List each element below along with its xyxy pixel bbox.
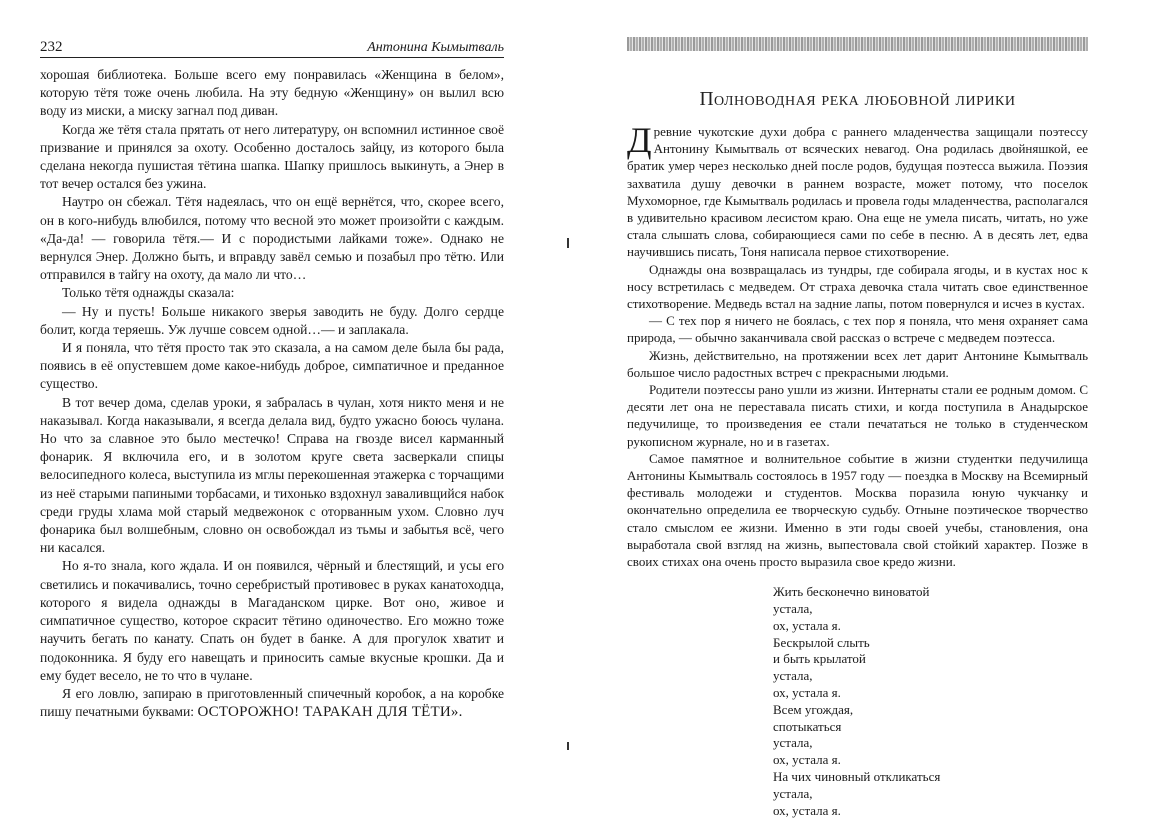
opening-paragraph	[627, 120, 1088, 261]
drop-cap: Д	[627, 120, 652, 160]
paragraph: В тот вечер дома, сделав уроки, я забралась в чулан, хотя никто меня и не наказывал. Когда наказывали, я всегда делала вид, будто ужасно боюсь чулана. Но что за славное это было местечко! Справа на гвозде висел карманный фонарик. Я включила его, и в золотом круге света засверкали спицы велосипедного колеса, выступила из мглы перекошенная этажерка с торчащими из неё старыми папиными торбасами, и тихонько вздохнул заваливщийся набок среди груды хлама мой старый медвежонок с оторванным ухом. Словно луч фонарика был волшебным, словно он освобождал из тьмы и забытья всё, чего ни касался.	[40, 394, 504, 556]
poem	[773, 584, 1088, 819]
paragraph: Однажды она возвращалась из тундры, где собирала ягоды, и в кустах нос к носу встретилась с медведем. От страха девочка стала читать свое единственное стихотворение. Медведь встал на задние лапы, потом повернулся и исчез в кустах.	[627, 261, 1088, 312]
poem-line: Жить бесконечно виноватой	[773, 584, 930, 600]
final-paragraph	[40, 685, 504, 721]
poem-line: и быть крылатой	[773, 651, 866, 667]
gutter-mark	[567, 742, 569, 750]
paragraph: — С тех пор я ничего не боялась, с тех пор я поняла, что меня охраняет сама природа, — обычно заканчивала свой рассказ о встрече с медведем поэтесса.	[627, 313, 1088, 346]
paragraph: хорошая библиотека. Больше всего ему понравилась «Женщина в белом», которую тётя тоже очень любила. На эту бедную «Женщину» он вылил всю воду из миски, а миску загнал под диван.	[40, 67, 504, 119]
poem-line: Бескрылой слыть	[773, 634, 870, 650]
poem-line: ох, устала я.	[773, 802, 841, 818]
page-number: 232	[40, 39, 63, 55]
poem-line: устала,	[773, 785, 813, 801]
poem-line: устала,	[773, 668, 813, 684]
final-paragraph-text: Я его ловлю, запираю в приготовленный спичечный коробок, а на коробке пишу печатными буквами:	[40, 685, 504, 720]
opening-paragraph-text: ревние чукотские духи добра с раннего младенчества защищали поэтессу Антонину Кымытваль от всяческих невагод. Она родилась двойняшкой, ее братик умер через несколько дней после родов, будущая поэтесса выжила. Поэзия захватила душу девочки в раннем возрасте, может потому, что поселок Мухоморное, где Кымытваль родилась и провела годы младенчества, располагался в удивительно красивом лесистом краю. Она еще не умела писать, читать, но уже стала слышать слова, собирающиеся сами по себе в песню. А в десять лет, едва научившись писать, Тоня написала первое стихотворение.	[627, 124, 1088, 260]
poem-line: ох, устала я.	[773, 617, 841, 633]
right-page	[627, 34, 1088, 819]
poem-line: устала,	[773, 601, 813, 617]
running-head-author: Антонина Кымытваль	[367, 40, 504, 55]
poem-line: На чих чиновный откликаться	[773, 769, 941, 785]
chapter-title: Полноводная река любовной лирики	[699, 89, 1016, 110]
right-body-text	[627, 120, 1088, 570]
paragraph: Наутро он сбежал. Тётя надеялась, что он ещё вернётся, что, скорее всего, он в кого-нибудь влюбился, потому что весной это может произойти с каждым. «Да-да! — говорила тётя.— И с породистыми лайками тоже». Однако не вернулся Энер. Должно быть, и вправду завёл семью и позабыл про тётю. Или отправился в тайгу на охоту, да мало ли что…	[40, 194, 504, 283]
paragraph: Самое памятное и волнительное событие в жизни студентки педучилища Антонины Кымытваль состоялось в 1957 году — поездка в Москву на Всемирный фестиваль молодежи и студентов. Москва поразила юную чукчанку и окончательно определила ее творческую судьбу. Отныне поэтическое творчество стало смыслом ее жизни. Именно в эти годы своей учебы, становления, она выработала свой взгляд на жизнь, выпестовала свой стойкий характер. Позже в своих стихах она очень просто выразила свое кредо жизни.	[627, 450, 1088, 570]
paragraph: — Ну и пусть! Больше никакого зверья заводить не буду. Долго сердце болит, когда теряешь. Уж лучше совсем одной…— и заплакала.	[40, 303, 504, 337]
poem-line: Всем угождая,	[773, 701, 854, 717]
left-running-head	[40, 34, 504, 58]
left-page	[40, 34, 504, 721]
paragraph: И я поняла, что тётя просто так это сказала, а на самом деле была бы рада, появись в её опустевшем доме какое-нибудь доброе, симпатичное и преданное существо.	[40, 340, 504, 392]
paragraph: Жизнь, действительно, на протяжении всех лет дарит Антонине Кымытваль большое число радостных встреч с прекрасными людьми.	[627, 347, 1088, 380]
final-paragraph-caps: ОСТОРОЖНО! ТАРАКАН ДЛЯ ТЁТИ».	[197, 704, 463, 721]
decorative-header-bar	[627, 37, 1088, 51]
poem-line: ох, устала я.	[773, 685, 841, 701]
poem-line: спотыкаться	[773, 718, 842, 734]
poem-line: устала,	[773, 735, 813, 751]
left-body-text	[40, 66, 504, 721]
paragraph: Когда же тётя стала прятать от него литературу, он вспомнил истинное своё призвание и принялся за охоту. Особенно досталось зайцу, из которого была сделана некогда пушистая тётина шапка. Шапку пришлось выкинуть, а Энер в тот вечер остался без ужина.	[40, 121, 504, 192]
paragraph: Родители поэтессы рано ушли из жизни. Интернаты стали ее родным домом. С десяти лет она не переставала писать стихи, и когда поступила в Анадырское педучилище, то произведения ее стали печататься не только в студенческом рукописном журнале, но и в газетах.	[627, 382, 1088, 449]
gutter-mark	[567, 238, 569, 248]
paragraph: Только тётя однажды сказала:	[62, 285, 235, 301]
paragraph: Но я-то знала, кого ждала. И он появился, чёрный и блестящий, и усы его светились и покачивались, точно серебристый противовес в руках канатоходца, которого я видела однажды в Магаданском цирке. Вот оно, живое и симпатичное существо, которое скрасит тётино одиночество. Его можно тоже научить бегать по канату. Спать он будет в банке. А для прогулок хватит и подоконника. Я буду его навещать и приносить самые вкусные крошки. Да и ему будет весело, не то что в чулане.	[40, 558, 504, 683]
poem-line: ох, устала я.	[773, 752, 841, 768]
